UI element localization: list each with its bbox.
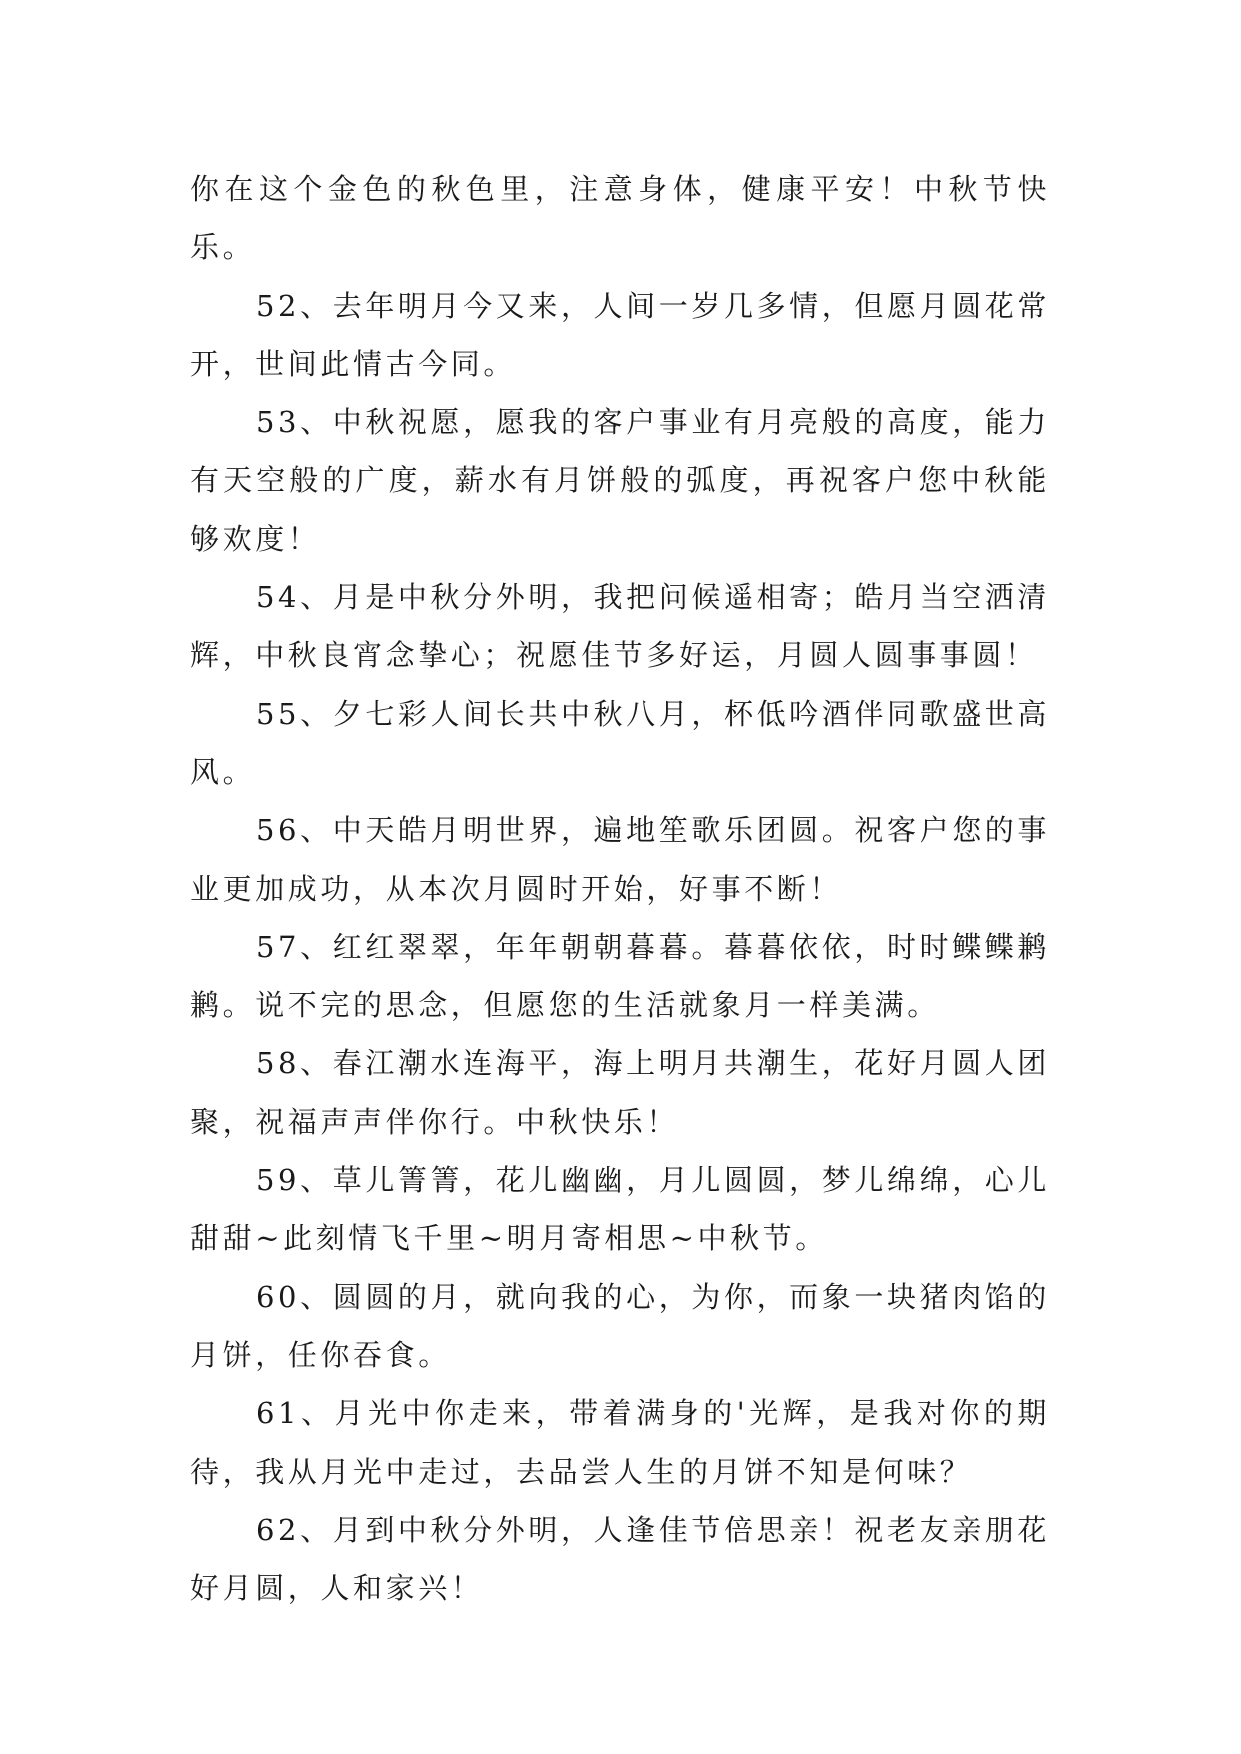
- paragraph-62: 62、月到中秋分外明，人逢佳节倍思亲！祝老友亲朋花好月圆，人和家兴！: [190, 1512, 1050, 1606]
- paragraph-55: 55、夕七彩人间长共中秋八月，杯低吟酒伴同歌盛世高风。: [190, 696, 1050, 789]
- paragraph-continuation: 你在这个金色的秋色里，注意身体，健康平安！中秋节快乐。: [190, 172, 1050, 265]
- paragraph-52: 52、去年明月今又来，人间一岁几多情，但愿月圆花常开，世间此情古今同。: [190, 288, 1050, 381]
- paragraph-58: 58、春江潮水连海平，海上明月共潮生，花好月圆人团聚，祝福声声伴你行。中秋快乐！: [190, 1046, 1050, 1139]
- paragraph-56: 56、中天皓月明世界，遍地笙歌乐团圆。祝客户您的事业更加成功，从本次月圆时开始，好事不断！: [190, 813, 1050, 906]
- document-page: [190, 160, 1050, 1617]
- paragraph-59: 59、草儿箐箐，花儿幽幽，月儿圆圆，梦儿绵绵，心儿甜甜~此刻情飞千里~明月寄相思~中秋节。: [190, 1163, 1050, 1256]
- paragraph-61: 61、月光中你走来，带着满身的'光辉，是我对你的期待，我从月光中走过，去品尝人生的月饼不知是何味？: [190, 1396, 1050, 1489]
- paragraph-54: 54、月是中秋分外明，我把问候遥相寄；皓月当空洒清辉，中秋良宵念挚心；祝愿佳节多好运，月圆人圆事事圆！: [190, 580, 1050, 673]
- paragraph-60: 60、圆圆的月，就向我的心，为你，而象一块猪肉馅的月饼，任你吞食。: [190, 1279, 1050, 1372]
- paragraph-53: 53、中秋祝愿，愿我的客户事业有月亮般的高度，能力有天空般的广度，薪水有月饼般的弧度，再祝客户您中秋能够欢度！: [190, 405, 1050, 556]
- paragraph-57: 57、红红翠翠，年年朝朝暮暮。暮暮依依，时时鲽鲽鹣鹣。说不完的思念，但愿您的生活就象月一样美满。: [190, 929, 1050, 1023]
